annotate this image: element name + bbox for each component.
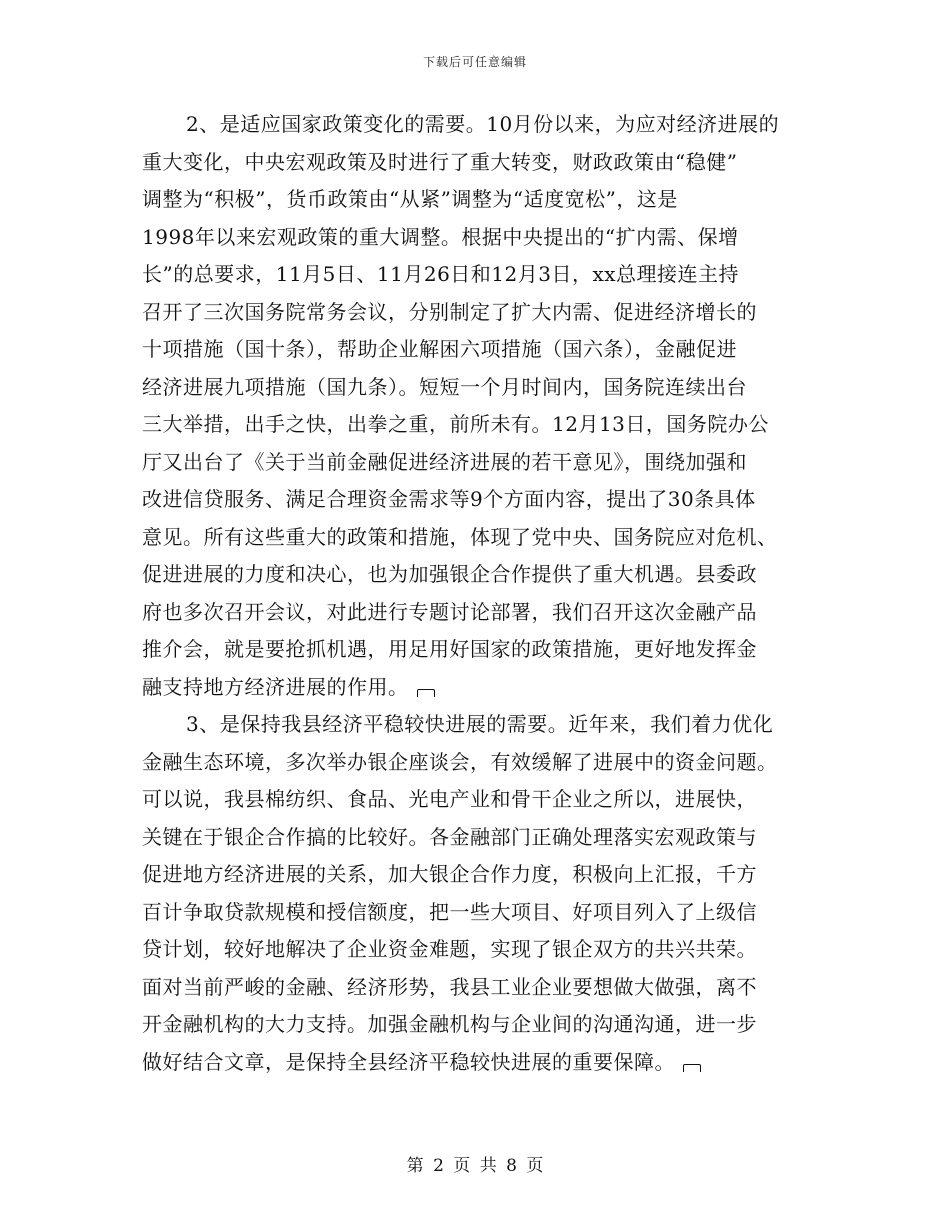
text-line: 3、是保持我县经济平稳较快进展的需要。近年来，我们着力优化 (186, 712, 774, 736)
text-line-content: 融支持地方经济进展的作用。 (142, 674, 409, 699)
text-line: 促进地方经济进展的关系，加大银企合作力度，积极向上汇报，千方 (142, 862, 757, 886)
paragraph-return-icon (683, 1064, 701, 1072)
text-line: 召开了三次国务院常务会议，分别制定了扩大内需、促进经济增长的 (142, 299, 757, 324)
document-body (142, 106, 810, 1081)
paragraph-county-economy (142, 706, 810, 1081)
text-line: 百计争取贷款规模和授信额度，把一些大项目、好项目列入了上级信 (142, 899, 757, 924)
text-line: 厅又出台了《关于当前金融促进经济进展的若干意见》，围绕加强和 (142, 449, 747, 474)
paragraph-policy-change (142, 106, 810, 706)
text-line: 推介会，就是要抢抓机遇，用足用好国家的政策措施，更好地发挥金 (142, 637, 757, 661)
text-line: 关键在于银企合作搞的比较好。各金融部门正确处理落实宏观政策与 (142, 824, 757, 849)
page-header: 下载后可任意编辑 (422, 55, 527, 69)
text-line: 可以说，我县棉纺织、食品、光电产业和骨干企业之所以，进展快， (142, 787, 757, 811)
text-line: 意见。所有这些重大的政策和措施，体现了党中央、国务院应对危机、 (142, 524, 778, 549)
text-line: 金融生态环境，多次举办银企座谈会，有效缓解了进展中的资金问题。 (142, 749, 778, 774)
text-line: 改进信贷服务、满足合理资金需求等9个方面内容，提出了30条具体 (142, 487, 756, 511)
text-line: 开金融机构的大力支持。加强金融机构与企业间的沟通沟通，进一步 (142, 1012, 757, 1036)
text-line: 经济进展九项措施（国九条）。短短一个月时间内，国务院连续出台 (142, 374, 747, 399)
paragraph-return-icon (417, 689, 435, 697)
text-line: 十项措施（国十条），帮助企业解困六项措施（国六条），金融促进 (142, 337, 737, 361)
text-line: 促进进展的力度和决心，也为加强银企合作提供了重大机遇。县委政 (142, 562, 757, 586)
text-line: 重大变化，中央宏观政策及时进行了重大转变，财政政策由“稳健” (142, 149, 738, 174)
page-number-footer: 第 2 页 共 8 页 (406, 1156, 544, 1176)
text-line-last (142, 669, 810, 707)
text-line: 面对当前严峻的金融、经济形势，我县工业企业要想做大做强，离不 (142, 974, 757, 999)
text-line: 调整为“积极”，货币政策由“从紧”调整为“适度宽松”，这是 (142, 187, 678, 211)
text-line: 府也多次召开会议，对此进行专题讨论部署，我们召开这次金融产品 (142, 599, 757, 624)
text-line-content: 做好结合文章，是保持全县经济平稳较快进展的重要保障。 (142, 1049, 675, 1074)
text-line: 2、是适应国家政策变化的需要。10月份以来，为应对经济进展的 (186, 112, 780, 136)
text-line: 1998年以来宏观政策的重大调整。根据中央提出的“扩内需、保增 (142, 224, 739, 249)
text-line: 贷计划，较好地解决了企业资金难题，实现了银企双方的共兴共荣。 (142, 937, 757, 961)
text-line: 三大举措，出手之快，出拳之重，前所未有。12月13日，国务院办公 (142, 412, 769, 436)
text-line-last (142, 1044, 810, 1082)
text-line: 长”的总要求，11月5日、11月26日和12月3日，xx总理接连主持 (142, 262, 740, 286)
